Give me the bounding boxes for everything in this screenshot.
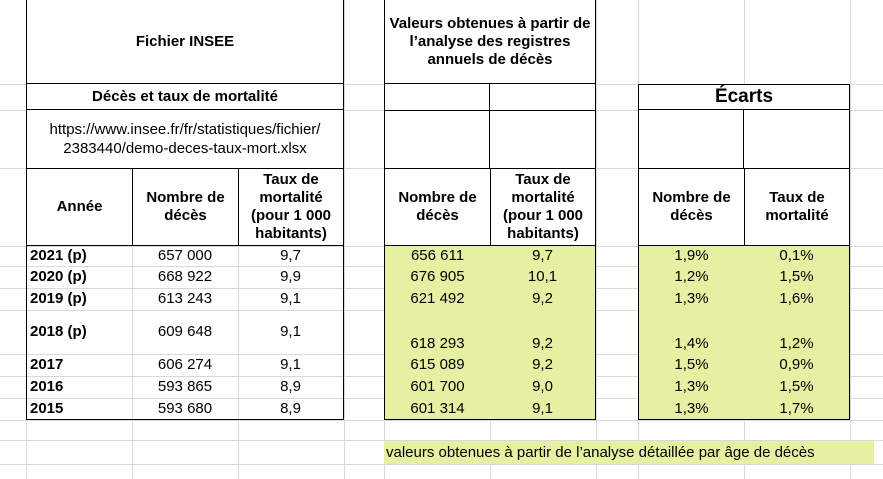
analysis-title: Valeurs obtenues à partir de l’analyse des registres annuels de décès (384, 0, 596, 84)
gaps-blank-left (638, 110, 744, 168)
insee-url[interactable] (26, 110, 344, 168)
header-gap-rate: Taux de mortalité (744, 168, 850, 246)
row-insee-deaths[interactable]: 657 000 (157, 247, 213, 264)
gaps-title: Écarts (638, 84, 850, 110)
row-insee-deaths[interactable]: 593 865 (157, 378, 213, 395)
row-insee-deaths[interactable]: 593 680 (132, 398, 238, 420)
row-year[interactable]: 2015 (26, 398, 132, 420)
row-gap-deaths[interactable]: 1,9% (638, 246, 744, 266)
row-gap-rate[interactable]: 1,6% (744, 288, 850, 310)
insee-url-text[interactable]: https://www.insee.fr/fr/statistiques/fichier/2383440/demo-deces-taux-mort.xlsx (49, 121, 321, 157)
row-analysis-rate[interactable]: 9,2 (490, 310, 596, 354)
row-year[interactable]: 2016 (26, 376, 132, 398)
header-analysis-deaths: Nombre de décès (384, 168, 490, 246)
row-gap-rate[interactable]: 1,7% (744, 398, 850, 420)
header-insee-rate: Taux de mortalité (pour 1 000 habitants) (238, 168, 344, 246)
row-insee-deaths[interactable]: 609 648 (157, 323, 213, 340)
row-analysis-rate[interactable]: 10,1 (490, 266, 596, 288)
row-insee-rate[interactable]: 8,9 (238, 376, 344, 398)
header-insee-deaths: Nombre de décès (132, 168, 238, 246)
insee-subtitle: Décès et taux de mortalité (26, 84, 344, 110)
row-gap-rate[interactable]: 1,5% (744, 376, 850, 398)
row-year[interactable]: 2017 (26, 354, 132, 376)
row-gap-rate[interactable]: 1,2% (744, 310, 850, 354)
gaps-blank-right (744, 110, 850, 168)
row-analysis-deaths[interactable]: 621 492 (384, 288, 490, 310)
row-year[interactable]: 2019 (p) (26, 288, 132, 310)
row-analysis-deaths[interactable]: 656 611 (384, 246, 490, 266)
row-gap-rate[interactable]: 1,5% (744, 266, 850, 288)
row-analysis-rate[interactable]: 9,2 (490, 354, 596, 376)
legend-note: valeurs obtenues à partir de l’analyse détaillée par âge de décès (384, 441, 874, 464)
row-gap-deaths[interactable]: 1,2% (638, 266, 744, 288)
row-analysis-deaths[interactable]: 676 905 (384, 266, 490, 288)
row-analysis-rate[interactable]: 9,2 (490, 288, 596, 310)
row-analysis-deaths[interactable]: 615 089 (384, 354, 490, 376)
row-insee-rate[interactable]: 9,1 (238, 354, 344, 376)
row-analysis-rate[interactable]: 9,7 (490, 246, 596, 266)
row-analysis-deaths[interactable]: 618 293 (384, 310, 490, 354)
row-insee-rate[interactable]: 9,1 (238, 310, 344, 354)
row-analysis-deaths[interactable]: 601 700 (384, 376, 490, 398)
row-gap-rate[interactable]: 0,9% (744, 354, 850, 376)
row-insee-rate[interactable]: 8,9 (238, 398, 344, 420)
row-year[interactable]: 2018 (p) (26, 310, 132, 354)
row-insee-deaths[interactable]: 606 274 (157, 356, 213, 373)
row-gap-deaths[interactable]: 1,4% (638, 310, 744, 354)
insee-title: Fichier INSEE (26, 0, 344, 84)
header-gap-deaths: Nombre de décès (638, 168, 744, 246)
row-analysis-rate[interactable]: 9,1 (490, 398, 596, 420)
row-gap-rate[interactable]: 0,1% (744, 246, 850, 266)
row-insee-deaths[interactable]: 613 243 (157, 290, 213, 307)
row-insee-rate[interactable]: 9,1 (238, 288, 344, 310)
analysis-blank-right (490, 84, 596, 168)
row-gap-deaths[interactable]: 1,3% (638, 288, 744, 310)
row-year[interactable]: 2021 (p) (26, 246, 132, 266)
row-gap-deaths[interactable]: 1,3% (638, 376, 744, 398)
row-gap-deaths[interactable]: 1,3% (638, 398, 744, 420)
row-insee-rate[interactable]: 9,7 (238, 246, 344, 266)
row-insee-deaths[interactable]: 668 922 (157, 268, 213, 285)
header-year: Année (26, 168, 132, 246)
row-year[interactable]: 2020 (p) (26, 266, 132, 288)
analysis-blank-left (384, 84, 490, 168)
row-analysis-rate[interactable]: 9,0 (490, 376, 596, 398)
row-analysis-deaths[interactable]: 601 314 (384, 398, 490, 420)
header-analysis-rate: Taux de mortalité (pour 1 000 habitants) (490, 168, 596, 246)
row-gap-deaths[interactable]: 1,5% (638, 354, 744, 376)
row-insee-rate[interactable]: 9,9 (238, 266, 344, 288)
